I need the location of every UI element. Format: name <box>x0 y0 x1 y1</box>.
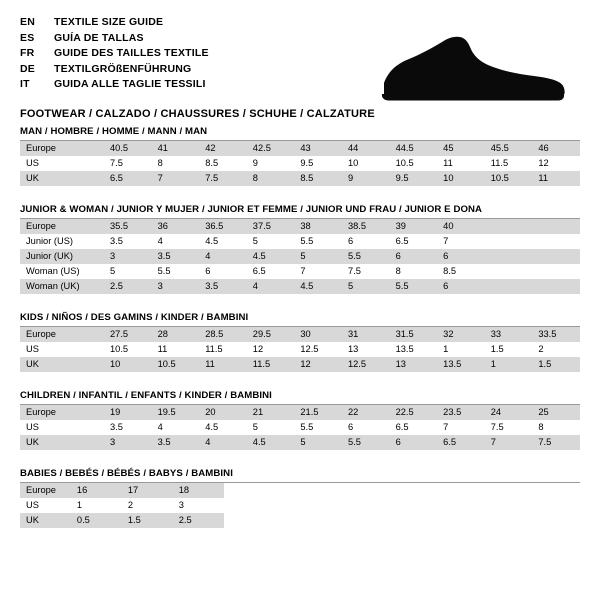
group-man <box>20 126 580 186</box>
size-table-kids <box>20 327 580 372</box>
row-label: Europe <box>20 219 104 234</box>
cell: 4 <box>152 234 200 249</box>
cell: 2 <box>122 498 173 513</box>
row-label: Woman (US) <box>20 264 104 279</box>
cell: 44 <box>342 141 390 156</box>
cell: 13.5 <box>390 342 438 357</box>
cell: 9.5 <box>390 171 438 186</box>
cell: 8.5 <box>294 171 342 186</box>
cell: 6.5 <box>437 435 485 450</box>
cell: 17 <box>122 483 173 498</box>
cell <box>485 219 533 234</box>
cell: 27.5 <box>104 327 152 342</box>
cell: 7.5 <box>485 420 533 435</box>
cell: 6 <box>390 435 438 450</box>
cell: 11 <box>437 156 485 171</box>
language-code: FR <box>20 47 35 59</box>
cell: 31 <box>342 327 390 342</box>
cell: 41 <box>152 141 200 156</box>
cell: 33.5 <box>532 327 580 342</box>
cell: 12.5 <box>294 342 342 357</box>
cell: 7 <box>485 435 533 450</box>
cell: 4 <box>199 249 247 264</box>
language-code: DE <box>20 62 35 75</box>
table-row <box>20 420 580 435</box>
cell: 8 <box>532 420 580 435</box>
language-row <box>20 16 209 32</box>
cell: 3 <box>152 279 200 294</box>
cell: 5 <box>247 234 295 249</box>
cell: 7.5 <box>199 171 247 186</box>
size-table-junior-woman <box>20 219 580 294</box>
cell <box>485 234 533 249</box>
cell-empty <box>325 498 376 513</box>
group-title: MAN / HOMBRE / HOMME / MANN / MAN <box>20 126 208 137</box>
row-label: US <box>20 156 104 171</box>
row-label: UK <box>20 357 104 372</box>
cell: 3.5 <box>104 234 152 249</box>
cell: 8.5 <box>199 156 247 171</box>
cell: 5.5 <box>152 264 200 279</box>
row-label: US <box>20 498 71 513</box>
cell: 11.5 <box>485 156 533 171</box>
cell: 8 <box>247 171 295 186</box>
cell: 3.5 <box>152 249 200 264</box>
cell: 13.5 <box>437 357 485 372</box>
cell: 4 <box>152 420 200 435</box>
table-row <box>20 513 580 528</box>
cell: 6 <box>342 420 390 435</box>
cell: 46 <box>532 141 580 156</box>
cell: 21 <box>247 405 295 420</box>
row-label: US <box>20 342 104 357</box>
cell: 28 <box>152 327 200 342</box>
cell: 7 <box>437 234 485 249</box>
table-row <box>20 234 580 249</box>
language-title-list-body <box>20 16 209 94</box>
cell-empty <box>224 513 275 528</box>
cell: 5.5 <box>294 234 342 249</box>
cell: 6 <box>437 249 485 264</box>
size-table-children <box>20 405 580 450</box>
cell: 6.5 <box>247 264 295 279</box>
cell-empty <box>325 513 376 528</box>
cell-empty <box>427 513 478 528</box>
table-row <box>20 219 580 234</box>
language-title: GUIDE DES TAILLES TEXTILE <box>54 47 209 59</box>
size-table-body <box>20 219 580 294</box>
row-label: US <box>20 420 104 435</box>
cell: 2.5 <box>173 513 224 528</box>
cell: 9 <box>247 156 295 171</box>
cell: 43 <box>294 141 342 156</box>
cell: 7.5 <box>342 264 390 279</box>
cell: 36.5 <box>199 219 247 234</box>
cell-empty <box>224 483 275 498</box>
cell: 20 <box>199 405 247 420</box>
cell: 12 <box>294 357 342 372</box>
cell: 10.5 <box>152 357 200 372</box>
cell: 12.5 <box>342 357 390 372</box>
cell: 13 <box>342 342 390 357</box>
cell: 1 <box>485 357 533 372</box>
table-row <box>20 327 580 342</box>
cell: 6.5 <box>104 171 152 186</box>
table-row <box>20 141 580 156</box>
table-row <box>20 156 580 171</box>
cell <box>532 264 580 279</box>
table-row <box>20 279 580 294</box>
language-code: ES <box>20 31 35 44</box>
cell-empty <box>427 483 478 498</box>
cell: 4.5 <box>247 435 295 450</box>
language-row <box>20 63 209 79</box>
cell: 4 <box>247 279 295 294</box>
cell: 9 <box>342 171 390 186</box>
table-row <box>20 498 580 513</box>
cell: 10 <box>437 171 485 186</box>
cell: 7 <box>294 264 342 279</box>
language-row <box>20 32 209 48</box>
language-code: IT <box>20 78 30 90</box>
cell: 7 <box>437 420 485 435</box>
cell: 7.5 <box>104 156 152 171</box>
cell: 11.5 <box>199 342 247 357</box>
group-title: JUNIOR & WOMAN / JUNIOR Y MUJER / JUNIOR ET FEMME / JUNIOR UND FRAU / JUNIOR E DONA <box>20 204 483 215</box>
cell: 4 <box>199 435 247 450</box>
cell-empty <box>376 483 427 498</box>
cell-empty <box>275 498 326 513</box>
cell: 3.5 <box>104 420 152 435</box>
group-children <box>20 390 580 450</box>
group-title: CHILDREN / INFANTIL / ENFANTS / KINDER / BAMBINI <box>20 390 272 401</box>
group-title: KIDS / NIÑOS / DES GAMINS / KINDER / BAMBINI <box>20 312 249 323</box>
cell: 5.5 <box>342 249 390 264</box>
cell: 1 <box>71 498 122 513</box>
cell-empty <box>478 498 529 513</box>
cell: 3 <box>104 435 152 450</box>
cell <box>485 249 533 264</box>
cell: 22.5 <box>390 405 438 420</box>
row-label: Europe <box>20 327 104 342</box>
cell: 3 <box>173 498 224 513</box>
cell: 29.5 <box>247 327 295 342</box>
cell: 38 <box>294 219 342 234</box>
cell: 0.5 <box>71 513 122 528</box>
cell: 4.5 <box>247 249 295 264</box>
cell: 28.5 <box>199 327 247 342</box>
size-table-body <box>20 483 580 528</box>
document-header <box>20 16 580 120</box>
cell <box>532 279 580 294</box>
table-row <box>20 264 580 279</box>
cell: 31.5 <box>390 327 438 342</box>
table-row <box>20 249 580 264</box>
cell: 39 <box>390 219 438 234</box>
cell-empty <box>224 498 275 513</box>
cell: 4.5 <box>199 420 247 435</box>
cell: 5.5 <box>390 279 438 294</box>
size-table-body <box>20 327 580 372</box>
cell: 3.5 <box>199 279 247 294</box>
cell-empty <box>529 483 580 498</box>
cell: 23.5 <box>437 405 485 420</box>
row-label: Europe <box>20 483 71 498</box>
cell: 10.5 <box>390 156 438 171</box>
group-babies <box>20 468 580 528</box>
language-row <box>20 78 209 94</box>
cell: 1 <box>437 342 485 357</box>
size-table-babies <box>20 483 580 528</box>
cell: 1.5 <box>122 513 173 528</box>
cell-empty <box>529 498 580 513</box>
cell: 8 <box>390 264 438 279</box>
language-row <box>20 47 209 63</box>
cell: 6.5 <box>390 420 438 435</box>
cell: 42 <box>199 141 247 156</box>
cell: 21.5 <box>294 405 342 420</box>
language-title: TEXTILGRÖßENFÜHRUNG <box>54 62 192 75</box>
cell <box>532 219 580 234</box>
size-table-body <box>20 405 580 450</box>
cell: 10.5 <box>104 342 152 357</box>
cell: 35.5 <box>104 219 152 234</box>
cell: 5 <box>294 435 342 450</box>
cell: 11.5 <box>247 357 295 372</box>
cell <box>532 249 580 264</box>
row-label: Woman (UK) <box>20 279 104 294</box>
cell: 5 <box>294 249 342 264</box>
cell: 36 <box>152 219 200 234</box>
cell: 32 <box>437 327 485 342</box>
cell: 7 <box>152 171 200 186</box>
cell: 19.5 <box>152 405 200 420</box>
cell: 2.5 <box>104 279 152 294</box>
cell: 11 <box>152 342 200 357</box>
cell: 6 <box>390 249 438 264</box>
cell: 9.5 <box>294 156 342 171</box>
cell: 24 <box>485 405 533 420</box>
cell <box>485 279 533 294</box>
cell: 3.5 <box>152 435 200 450</box>
size-table-man <box>20 141 580 186</box>
cell: 42.5 <box>247 141 295 156</box>
row-label: Europe <box>20 405 104 420</box>
cell: 45.5 <box>485 141 533 156</box>
cell: 33 <box>485 327 533 342</box>
cell: 18 <box>173 483 224 498</box>
table-row <box>20 483 580 498</box>
language-title: TEXTILE SIZE GUIDE <box>54 16 164 28</box>
cell: 1.5 <box>532 357 580 372</box>
cell: 1.5 <box>485 342 533 357</box>
cell: 19 <box>104 405 152 420</box>
cell: 11 <box>199 357 247 372</box>
cell: 12 <box>247 342 295 357</box>
cell: 3 <box>104 249 152 264</box>
table-row <box>20 357 580 372</box>
cell: 45 <box>437 141 485 156</box>
row-label: UK <box>20 171 104 186</box>
language-title-list <box>20 16 209 94</box>
language-title: GUÍA DE TALLAS <box>54 31 144 44</box>
cell: 44.5 <box>390 141 438 156</box>
table-row <box>20 342 580 357</box>
row-label: Junior (UK) <box>20 249 104 264</box>
cell: 10 <box>342 156 390 171</box>
cell: 10 <box>104 357 152 372</box>
group-title: BABIES / BEBÉS / BÉBÉS / BABYS / BAMBINI <box>20 468 233 479</box>
cell: 6 <box>437 279 485 294</box>
row-label: UK <box>20 435 104 450</box>
cell-empty <box>376 513 427 528</box>
group-kids <box>20 312 580 372</box>
cell: 40.5 <box>104 141 152 156</box>
cell: 22 <box>342 405 390 420</box>
table-row <box>20 171 580 186</box>
cell: 40 <box>437 219 485 234</box>
cell: 5 <box>342 279 390 294</box>
page-title: FOOTWEAR / CALZADO / CHAUSSURES / SCHUHE / CALZATURE <box>20 107 375 120</box>
cell: 2 <box>532 342 580 357</box>
cell-empty <box>478 483 529 498</box>
dress-shoe-icon <box>376 34 568 106</box>
cell-empty <box>325 483 376 498</box>
cell-empty <box>376 498 427 513</box>
cell-empty <box>478 513 529 528</box>
cell-empty <box>529 513 580 528</box>
cell <box>532 234 580 249</box>
cell: 8 <box>152 156 200 171</box>
cell: 13 <box>390 357 438 372</box>
cell: 5.5 <box>342 435 390 450</box>
size-table-body <box>20 141 580 186</box>
row-label: Junior (US) <box>20 234 104 249</box>
cell: 6 <box>199 264 247 279</box>
language-code: EN <box>20 16 35 28</box>
cell: 38.5 <box>342 219 390 234</box>
cell: 30 <box>294 327 342 342</box>
cell: 16 <box>71 483 122 498</box>
cell-empty <box>275 513 326 528</box>
cell: 11 <box>532 171 580 186</box>
table-row <box>20 405 580 420</box>
row-label: UK <box>20 513 71 528</box>
cell: 5 <box>104 264 152 279</box>
cell: 6.5 <box>390 234 438 249</box>
cell: 12 <box>532 156 580 171</box>
language-title: GUIDA ALLE TAGLIE TESSILI <box>54 78 206 90</box>
table-row <box>20 435 580 450</box>
cell: 7.5 <box>532 435 580 450</box>
cell-empty <box>275 483 326 498</box>
cell <box>485 264 533 279</box>
cell: 6 <box>342 234 390 249</box>
cell: 4.5 <box>294 279 342 294</box>
cell: 5.5 <box>294 420 342 435</box>
cell: 10.5 <box>485 171 533 186</box>
row-label: Europe <box>20 141 104 156</box>
cell: 4.5 <box>199 234 247 249</box>
cell-empty <box>427 498 478 513</box>
cell: 8.5 <box>437 264 485 279</box>
cell: 25 <box>532 405 580 420</box>
cell: 5 <box>247 420 295 435</box>
cell: 37.5 <box>247 219 295 234</box>
group-junior-woman <box>20 204 580 294</box>
